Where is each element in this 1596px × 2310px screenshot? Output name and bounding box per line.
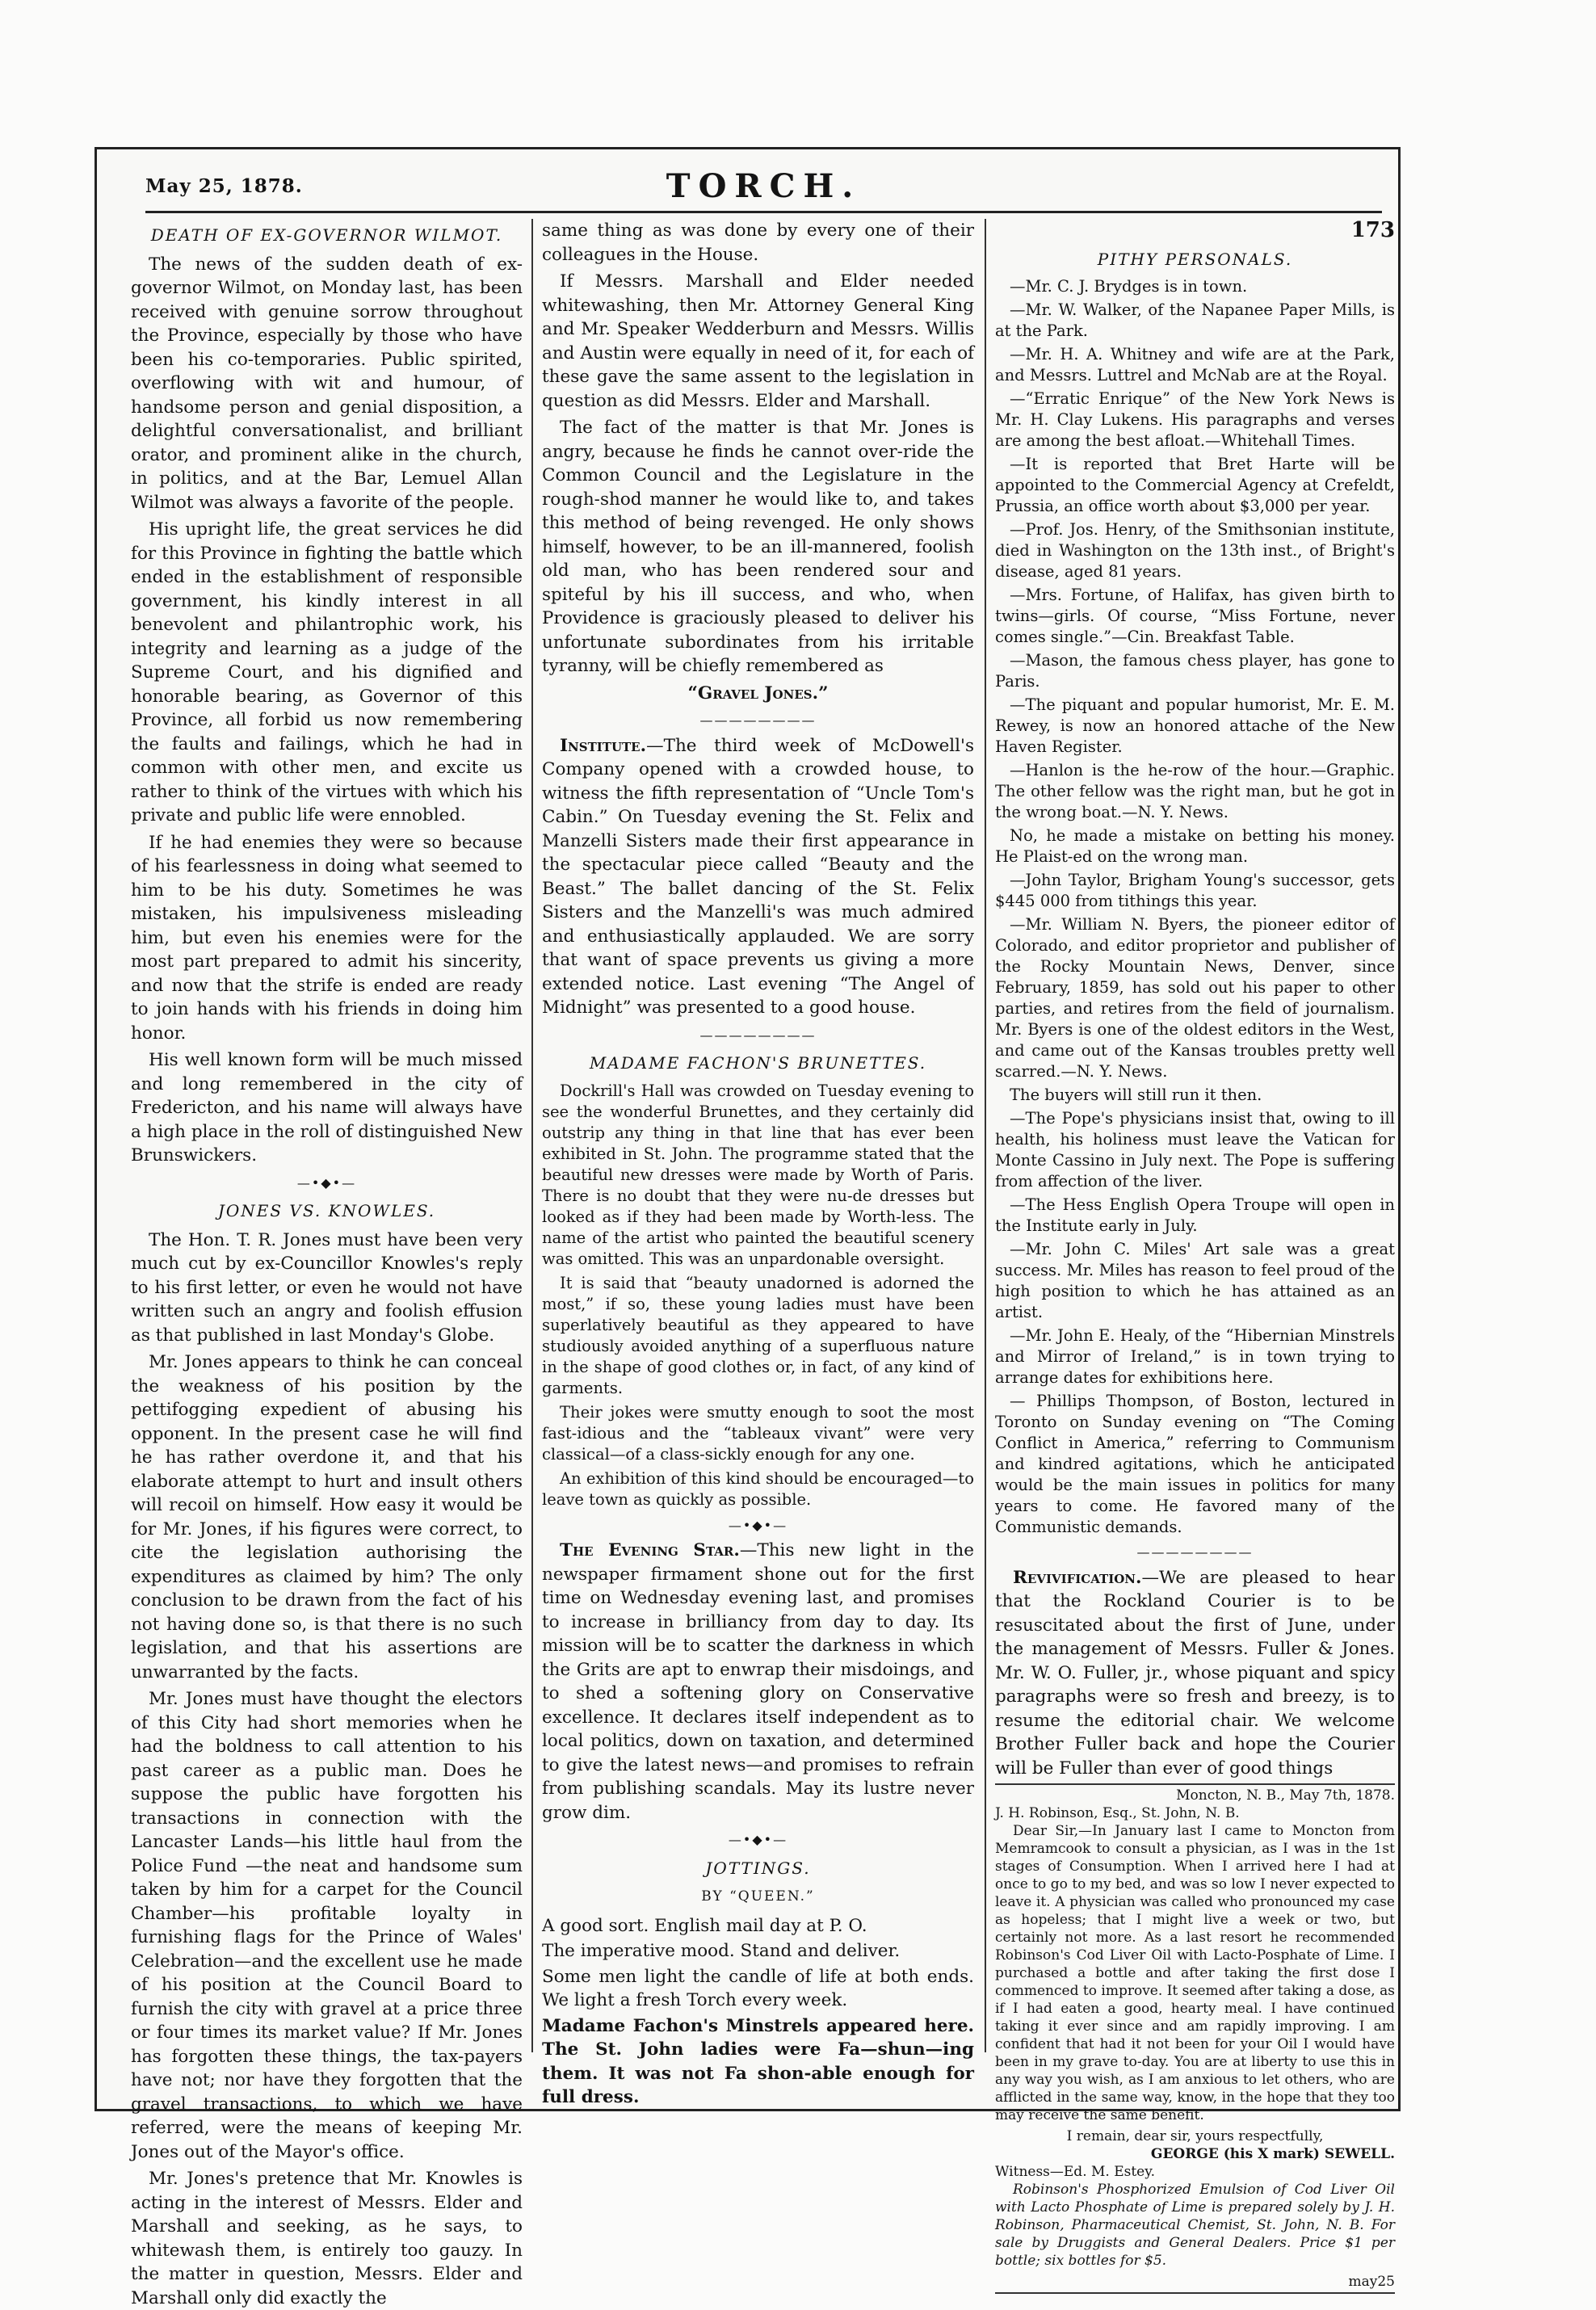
paragraph: same thing as was done by every one of their colleagues in the House. [542,220,974,265]
headline-wilmot: DEATH OF EX-GOVERNOR WILMOT. [150,225,503,245]
section-rule: ———————— [699,712,817,728]
lead-in: Institute. [560,735,647,756]
ad-addressee: J. H. Robinson, Esq., St. John, N. B. [995,1805,1240,1821]
personal-item: —Mason, the famous chess player, has gone to Paris. [995,651,1395,691]
paragraph: His well known form will be much missed and long remembered in the city of Fredericton, and his name will always have a high place in the roll of distinguished New Brunswickers. [131,1050,523,1166]
header-rule [145,211,1382,213]
paragraph: It is said that “beauty unadorned is adorned the most,” if so, these young ladies must have been superlatively beautiful as they appeared to have studiously avoided anything of a superfluous nature in the shape of good clothes or, in fact, of any kind of garments. [542,1273,974,1397]
column-1 [131,219,523,2308]
column-3 [995,218,1395,2290]
personal-item: —It is reported that Bret Harte will be appointed to the Commercial Agency at Crefeldt, Prussia, an office worth about $3,000 per year. [995,455,1395,515]
paragraph: Dockrill's Hall was crowded on Tuesday evening to see the wonderful Brunettes, and they certainly did outstrip any thing in that line that has ever been exhibited in St. John. The programme stated that the beautiful new dresses were made by Worth of Paris. There is no doubt that they were nu-de dresses but looked as if they had been made by Worth-less. The name of the artist who painted the beautiful scenery was omitted. This was an unpardonable oversight. [542,1081,974,1268]
personal-item: — Phillips Thompson, of Boston, lectured in Toronto on Sunday evening on “The Coming Conflict in America,” referring to Communism and kindred agitations, which he anticipated would be the main issues in politics for many years to come. He favored many of the Communistic demands. [995,1392,1395,1536]
ad-close: I remain, dear sir, yours respectfully, [1066,2128,1324,2144]
headline-jones: JONES VS. KNOWLES. [217,1201,436,1220]
personal-item: —“Erratic Enrique” of the New York News is Mr. H. Clay Lukens. His paragraphs and verses are among the best afloat.—Whitehall Times. [995,389,1395,450]
ad-code: may25 [1348,2274,1395,2290]
section-rule: ———————— [1136,1544,1254,1560]
paragraph: The news of the sudden death of ex-governor Wilmot, on Monday last, has been received with genuine sorrow throughout the Province, especially by those who have been his co-temporaries. Public spirited, overflowing with wit and humour, of handsome person and genial disposition, a delightful conversationalist, and brilliant orator, and prominent alike in the church, in politics, and at the Bar, Lemuel Allan Wilmot was always a favorite of the people. [131,254,523,513]
personal-item: —Mrs. Fortune, of Halifax, has given birth to twins—girls. Of course, “Miss Fortune, never comes single.”—Cin. Breakfast Table. [995,586,1395,646]
page-number: 173 [1350,218,1395,242]
paragraph: The fact of the matter is that Mr. Jones is angry, because he finds he cannot over-ride the Common Council and the Legislature in the rough-shod manner he would like to, and takes this method of being revenged. He only shows himself, however, to be an ill-mannered, foolish old man, who has been rendered sour and spiteful by his ill success, and who, when Providence is graciously pleased to deliver his unfortunate subordinates from his irritable tyranny, will be chiefly remembered as [542,418,974,676]
section-ornament: —•◆•— [728,1832,788,1847]
paragraph: His upright life, the great services he did for this Province in fighting the battle which ended in the establishment of responsible government, his kindly interest in all benevolent and philantrophic work, his integrity and learning as a judge of the Supreme Court, and his dignified and honorable bearing, as Governor of this Province, all forbid us now remembering the faults and failings, which he had in common with other men, and excite us rather to think of the virtues with which his private and public life were ennobled. [131,519,523,825]
ad-body: Dear Sir,—In January last I came to Moncton from Memramcook to consult a physician, as I was in the 1st stages of Consumption. When I arrived here I had at once to go to my bed, and was so low I never expected to leave it. A physician was called who pronounced my case as hopeless; that I might live a week or two, but certainly not more. As a last resort he recommended Robinson's Cod Liver Oil with Lacto-Posphate of Lime. I purchased a bottle and after taking the first dose I commenced to improve. It seemed after taking a dose, as if I had eaten a good, hearty meal. I have continued taking it ever since and am rapidly improving. I am confident that had it not been for your Oil I would have been in my grave to-day. You are at liberty to use this in any way you wish, as I am anxious to let others, who are afflicted in the same way, know, in the hope that they too may receive the same benefit. [995,1823,1395,2123]
paragraph-revivification [995,1566,1395,1781]
newspaper-page [94,147,1401,2308]
personal-item: —Hanlon is the he-row of the hour.—Graphic. The other fellow was the right man, but he got in the wrong boat.—N. Y. News. [995,761,1395,821]
advertisement [995,1783,1395,2294]
byline: BY “QUEEN.” [701,1888,815,1905]
paragraph-body: —This new light in the newspaper firmament shone out for the first time on Wednesday evening last, and promises to increase in brilliancy from day to day. Its mission will be to scatter the darkness in which the Grits are apt to enwrap their misdoings, and to shed a softening glory on Conservative excellence. It declares itself independent as to local politics, down on taxation, and determined to give the latest news—and promises to refrain from publishing scandals. May its lustre never grow dim. [542,1540,974,1823]
personal-item: —Mr. John C. Miles' Art sale was a great success. Mr. Miles has reason to feel proud of the high position to which he has attained as an artist. [995,1240,1395,1321]
signoff-gravel-jones: “Gravel Jones.” [687,682,829,704]
ad-footer: Robinson's Phosphorized Emulsion of Cod Liver Oil with Lacto Phosphate of Lime is prepared solely by J. H. Robinson, Pharmaceutical Chemist, St. John, N. B. For sale by Druggists and General Dealers. Price $1 per bottle; six bottles for $5. [995,2182,1395,2269]
personal-item: —Mr. C. J. Brydges is in town. [1010,277,1248,296]
paragraph-institute [542,734,974,1020]
headline-personals: PITHY PERSONALS. [1097,249,1293,269]
personal-item: —Mr. H. A. Whitney and wife are at the Park, and Messrs. Luttrel and McNab are at the Royal. [995,345,1395,384]
paragraph: Mr. Jones appears to think he can conceal the weakness of his position by the pettifogging expedient of abusing his opponent. In the present case he will find he has rather overdone it, and that his elaborate attempt to hurt and insult others will recoil on himself. How easy it would be for Mr. Jones, if his figures were correct, to cite the legislation authorising the expenditures as claimed by him? The only conclusion to be drawn from the fact of his not having done so, is that there is no such legislation, and that his assertions are unwarranted by the facts. [131,1352,523,1682]
personal-item: —Mr. William N. Byers, the pioneer editor of Colorado, and editor proprietor and publisher of the Rocky Mountain News, Denver, since February, 1859, has sold out his paper to other parties, and retires from the field of journalism. Mr. Byers is one of the oldest editors in the West, and came out of the Kansas troubles pretty well scarred.—N. Y. News. [995,915,1395,1081]
paragraph-evening-star [542,1539,974,1825]
ad-dateline: Moncton, N. B., May 7th, 1878. [1176,1787,1395,1804]
lead-in: Revivification. [1013,1567,1142,1588]
paragraph: Mr. Jones's pretence that Mr. Knowles is acting in the interest of Messrs. Elder and Marshall and seeking, as he says, to whitewash them, is entirely too gauzy. In the matter in question, Messrs. Elder and Marshall only did exactly the [131,2169,523,2308]
paragraph: The Hon. T. R. Jones must have been very much cut by ex-Councillor Knowles's reply to his first letter, or even he would not have written such an angry and foolish effusion as that published in last Monday's Globe. [131,1229,523,1346]
paragraph: An exhibition of this kind should be encouraged—to leave town as quickly as possible. [542,1468,974,1509]
personal-item: The buyers will still run it then. [1010,1086,1262,1104]
ad-witness: Witness—Ed. M. Estey. [995,2164,1155,2180]
column-divider [985,219,986,2052]
column-2 [542,219,974,2107]
personal-item: —Mr. W. Walker, of the Napanee Paper Mills, is at the Park. [995,300,1395,340]
lead-in: The Evening Star. [560,1540,740,1560]
masthead: TORCH. [666,167,862,205]
issue-date: May 25, 1878. [145,175,303,197]
headline-fachon: MADAME FACHON'S BRUNETTES. [589,1053,927,1073]
paragraph: If Messrs. Marshall and Elder needed whitewashing, then Mr. Attorney General King and Mr. Speaker Wedderburn and Messrs. Willis and Austin were equally in need of it, for each of these gave the same assent to the legislation in question as did Messrs. Elder and Marshall. [542,271,974,411]
personal-item: —The piquant and popular humorist, Mr. E. M. Rewey, is now an honored attache of the New Haven Register. [995,695,1395,756]
paragraph-body: —We are pleased to hear that the Rockland Courier is to be resuscitated about the first of June, under the management of Messrs. Fuller & Jones. Mr. W. O. Fuller, jr., whose piquant and spicy paragraphs were so fresh and breezy, is to resume the editorial chair. We welcome Brother Fuller back and hope the Courier will be Fuller than ever of good things [995,1567,1395,1779]
section-ornament: —•◆•— [728,1517,788,1533]
personal-item: —Prof. Jos. Henry, of the Smithsonian institute, died in Washington on the 13th inst., of Bright's disease, aged 81 years. [995,520,1395,581]
personal-item: —John Taylor, Brigham Young's successor, gets $445 000 from tithings this year. [995,871,1395,910]
jotting: Some men light the candle of life at both ends. We light a fresh Torch every week. [542,1966,974,2010]
ad-signature: GEORGE (his X mark) SEWELL. [1150,2146,1395,2162]
paragraph: If he had enemies they were so because of his fearlessness in doing what seemed to him to be his duty. Sometimes he was mistaken, his impulsiveness misleading him, but even his enemies were for the most part prepared to admit his sincerity, and now that the strife is ended are ready to join hands with his friends in doing him honor. [131,832,523,1044]
personal-item: —The Pope's physicians insist that, owing to ill health, his holiness must leave the Vatican for Monte Cassino in July next. The Pope is suffering from affection of the liver. [995,1109,1395,1191]
paragraph: Mr. Jones must have thought the electors of this City had short memories when he had the boldness to call attention to his past career as a public man. Does he suppose the public have forgotten his transactions in connection with the Lancaster Lands—his little haul from the Police Fund —the neat and handsome sum taken by him for a carpet for the Council Chamber—his profitable loyalty in furnishing flags for the Prince of Wales' Celebration—and the excellent use he made of his position at the Council Board to furnish the city with gravel at a price three or four times its market value? If Mr. Jones has forgotten these things, the tax-payers have not; nor have they forgotten that the gravel transactions, to which we have referred, were the means of keeping Mr. Jones out of the Mayor's office. [131,1689,523,2162]
jotting: Madame Fachon's Minstrels appeared here. The St. John ladies were Fa—shun—ing them. It was not Fa shon-able enough for full dress. [542,2015,974,2107]
personal-item: —The Hess English Opera Troupe will open in the Institute early in July. [995,1195,1395,1235]
headline-jottings: JOTTINGS. [705,1858,811,1878]
section-rule: ———————— [699,1027,817,1043]
section-ornament: —•◆•— [296,1174,357,1191]
jotting: The imperative mood. Stand and deliver. [542,1941,901,1961]
paragraph-body: —The third week of McDowell's Company opened with a crowded house, to witness the fifth representation of “Uncle Tom's Cabin.” On Tuesday evening the St. Felix and Manzelli Sisters made their first appearance in the spectacular piece called “Beauty and the Beast.” The ballet dancing of the St. Felix Sisters and the Manzelli's was much admired and enthusiastically applauded. We are sorry that want of space prevents us giving a more extended notice. Last evening “The Angel of Midnight” was presented to a good house. [542,735,974,1018]
jotting: A good sort. English mail day at P. O. [542,1915,867,1936]
column-divider [531,219,533,2052]
personal-item: —Mr. John E. Healy, of the “Hibernian Minstrels and Mirror of Ireland,” is in town trying to arrange dates for exhibitions here. [995,1326,1395,1387]
personal-item: No, he made a mistake on betting his money. He Plaist-ed on the wrong man. [995,826,1395,866]
page-header [145,164,1382,212]
paragraph: Their jokes were smutty enough to soot the most fast-idious and the “tableaux vivant” were very classical—of a class-sickly enough for any one. [542,1402,974,1464]
